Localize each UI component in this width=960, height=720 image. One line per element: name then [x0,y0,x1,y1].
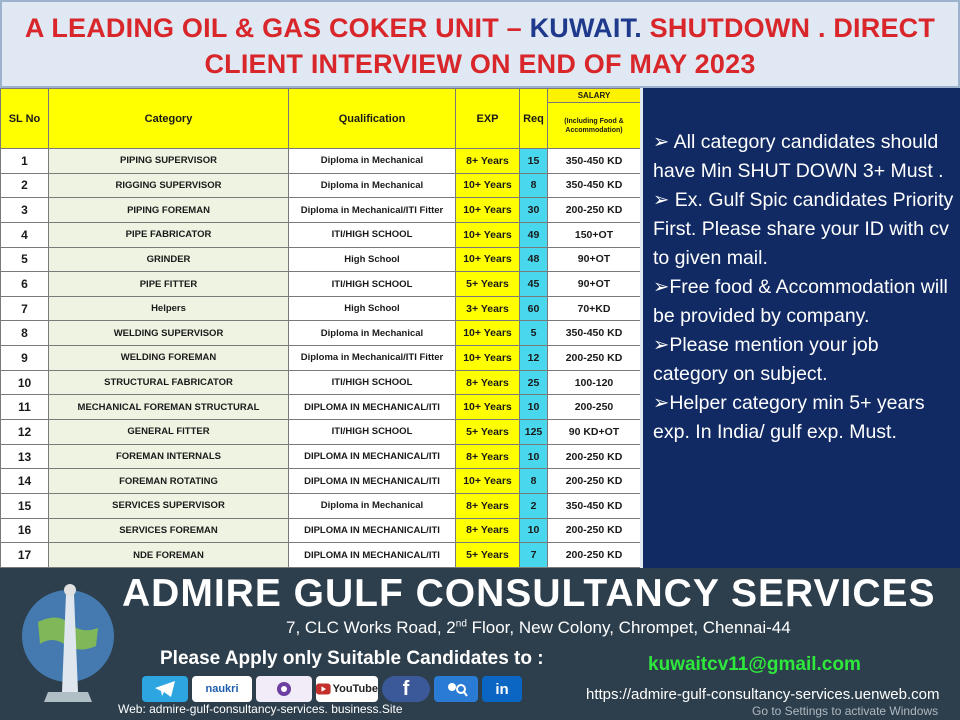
row-salary: 350-450 KD [548,321,641,346]
header-req: Req [520,89,548,149]
social-icons [142,676,562,702]
notes-panel [640,88,960,568]
row-qualification: Diploma in Mechanical [289,173,456,198]
row-qualification: Diploma in Mechanical [289,149,456,174]
row-salary: 200-250 [548,395,641,420]
row-required-count: 10 [520,395,548,420]
row-salary: 200-250 KD [548,198,641,223]
row-salary: 200-250 KD [548,444,641,469]
table-row [1,173,641,198]
row-required-count: 49 [520,222,548,247]
row-category: PIPE FITTER [49,272,289,297]
row-qualification: Diploma in Mechanical/ITI Fitter [289,198,456,223]
row-required-count: 48 [520,247,548,272]
row-sl-number: 7 [1,296,49,321]
table-row [1,247,641,272]
row-required-count: 7 [520,543,548,568]
table-row [1,149,641,174]
row-required-count: 10 [520,518,548,543]
page-header [0,0,960,88]
row-required-count: 25 [520,370,548,395]
row-sl-number: 4 [1,222,49,247]
row-qualification: ITI/HIGH SCHOOL [289,272,456,297]
row-qualification: High School [289,247,456,272]
row-salary: 100-120 [548,370,641,395]
row-experience: 8+ Years [456,149,520,174]
row-required-count: 8 [520,173,548,198]
row-salary: 200-250 KD [548,518,641,543]
row-sl-number: 9 [1,346,49,371]
windows-activation-watermark: Go to Settings to activate Windows [752,704,939,718]
row-experience: 10+ Years [456,198,520,223]
website-text: Web: admire-gulf-consultancy-services. business.Site [118,702,403,716]
row-experience: 3+ Years [456,296,520,321]
row-qualification: High School [289,296,456,321]
row-sl-number: 17 [1,543,49,568]
row-experience: 8+ Years [456,518,520,543]
contact-email[interactable]: kuwaitcv11@gmail.com [648,654,861,675]
row-sl-number: 16 [1,518,49,543]
row-required-count: 15 [520,149,548,174]
row-experience: 10+ Years [456,222,520,247]
note-item: ➢ Ex. Gulf Spic candidates Priority First. Please share your ID with cv to given mail. [653,189,954,269]
row-salary: 70+KD [548,296,641,321]
table-row [1,543,641,568]
row-salary: 90+OT [548,272,641,297]
company-name: ADMIRE GULF CONSULTANCY SERVICES [122,572,936,615]
row-qualification: DIPLOMA IN MECHANICAL/ITI [289,395,456,420]
row-required-count: 8 [520,469,548,494]
header-category: Category [49,89,289,149]
table-row [1,272,641,297]
row-category: WELDING FOREMAN [49,346,289,371]
row-category: SERVICES FOREMAN [49,518,289,543]
row-experience: 5+ Years [456,272,520,297]
naukri-icon[interactable]: naukri [192,676,252,702]
headline-line-2: CLIENT INTERVIEW ON END OF MAY 2023 [204,49,756,79]
table-row [1,296,641,321]
row-category: FOREMAN INTERNALS [49,444,289,469]
row-sl-number: 5 [1,247,49,272]
row-category: RIGGING SUPERVISOR [49,173,289,198]
table-row [1,395,641,420]
linkedin-icon[interactable]: in [482,676,522,702]
headline-line-1 [2,10,958,46]
row-experience: 8+ Years [456,370,520,395]
row-required-count: 60 [520,296,548,321]
row-salary: 200-250 KD [548,469,641,494]
row-experience: 10+ Years [456,395,520,420]
row-required-count: 2 [520,493,548,518]
row-experience: 10+ Years [456,321,520,346]
row-category: STRUCTURAL FABRICATOR [49,370,289,395]
row-qualification: Diploma in Mechanical [289,493,456,518]
globe-logo-icon [8,574,128,714]
table-row [1,198,641,223]
row-required-count: 45 [520,272,548,297]
row-category: SERVICES SUPERVISOR [49,493,289,518]
row-salary: 200-250 KD [548,543,641,568]
table-row [1,346,641,371]
telegram-icon[interactable] [142,676,188,702]
row-category: Helpers [49,296,289,321]
note-item: ➢Helper category min 5+ years exp. In India/ gulf exp. Must. [653,392,925,443]
row-salary: 350-450 KD [548,173,641,198]
header-qualification: Qualification [289,89,456,149]
row-qualification: DIPLOMA IN MECHANICAL/ITI [289,469,456,494]
facebook-icon[interactable]: f [382,676,430,702]
note-item: ➢Please mention your job category on subject. [653,334,879,385]
note-item: ➢ All category candidates should have Min SHUT DOWN 3+ Must . [653,131,944,182]
row-sl-number: 8 [1,321,49,346]
table-row [1,370,641,395]
row-qualification: Diploma in Mechanical [289,321,456,346]
row-required-count: 125 [520,420,548,445]
row-salary: 350-450 KD [548,493,641,518]
header-exp: EXP [456,89,520,149]
table-row [1,222,641,247]
row-experience: 10+ Years [456,173,520,198]
row-category: WELDING SUPERVISOR [49,321,289,346]
row-category: PIPING FOREMAN [49,198,289,223]
table-row [1,321,641,346]
row-required-count: 12 [520,346,548,371]
table-row [1,518,641,543]
row-category: GRINDER [49,247,289,272]
row-salary: 200-250 KD [548,346,641,371]
apply-text: Please Apply only Suitable Candidates to : [160,648,544,669]
company-footer [0,568,960,720]
row-category: PIPE FABRICATOR [49,222,289,247]
row-category: PIPING SUPERVISOR [49,149,289,174]
row-experience: 8+ Years [456,493,520,518]
row-qualification: DIPLOMA IN MECHANICAL/ITI [289,543,456,568]
row-category: NDE FOREMAN [49,543,289,568]
header-salary-note: (Including Food & Accommodation) [548,103,641,149]
header-salary: SALARY [548,89,641,103]
row-experience: 10+ Years [456,247,520,272]
row-qualification: Diploma in Mechanical/ITI Fitter [289,346,456,371]
company-address: 7, CLC Works Road, 2nd Floor, New Colony, Chrompet, Chennai-44 [286,618,791,637]
table-row [1,420,641,445]
row-qualification: DIPLOMA IN MECHANICAL/ITI [289,518,456,543]
row-experience: 10+ Years [456,346,520,371]
headline-part-3: SHUTDOWN . DIRECT [641,13,936,43]
note-item: ➢Free food & Accommodation will be provided by company. [653,276,948,327]
row-sl-number: 3 [1,198,49,223]
row-qualification: ITI/HIGH SCHOOL [289,370,456,395]
row-sl-number: 10 [1,370,49,395]
row-sl-number: 15 [1,493,49,518]
row-required-count: 5 [520,321,548,346]
headline-part-1: A LEADING OIL & GAS COKER UNIT – [24,13,530,43]
monster-icon[interactable] [256,676,312,702]
row-required-count: 30 [520,198,548,223]
headline-location: KUWAIT. [529,13,642,43]
row-sl-number: 2 [1,173,49,198]
row-experience: 5+ Years [456,543,520,568]
row-sl-number: 13 [1,444,49,469]
row-experience: 5+ Years [456,420,520,445]
row-qualification: ITI/HIGH SCHOOL [289,222,456,247]
row-salary: 90 KD+OT [548,420,641,445]
row-salary: 90+OT [548,247,641,272]
row-experience: 10+ Years [456,469,520,494]
website-url[interactable]: https://admire-gulf-consultancy-services.uenweb.com [586,686,940,703]
row-sl-number: 14 [1,469,49,494]
row-sl-number: 11 [1,395,49,420]
table-row [1,469,641,494]
row-category: GENERAL FITTER [49,420,289,445]
row-experience: 8+ Years [456,444,520,469]
search-people-icon[interactable] [434,676,478,702]
row-qualification: ITI/HIGH SCHOOL [289,420,456,445]
row-salary: 350-450 KD [548,149,641,174]
table-row [1,444,641,469]
row-sl-number: 6 [1,272,49,297]
youtube-icon[interactable]: YouTube [316,676,378,702]
table-row [1,493,641,518]
row-sl-number: 1 [1,149,49,174]
header-sl: SL No [1,89,49,149]
row-qualification: DIPLOMA IN MECHANICAL/ITI [289,444,456,469]
job-openings-table [0,88,641,568]
row-sl-number: 12 [1,420,49,445]
row-category: FOREMAN ROTATING [49,469,289,494]
row-salary: 150+OT [548,222,641,247]
row-required-count: 10 [520,444,548,469]
row-category: MECHANICAL FOREMAN STRUCTURAL [49,395,289,420]
